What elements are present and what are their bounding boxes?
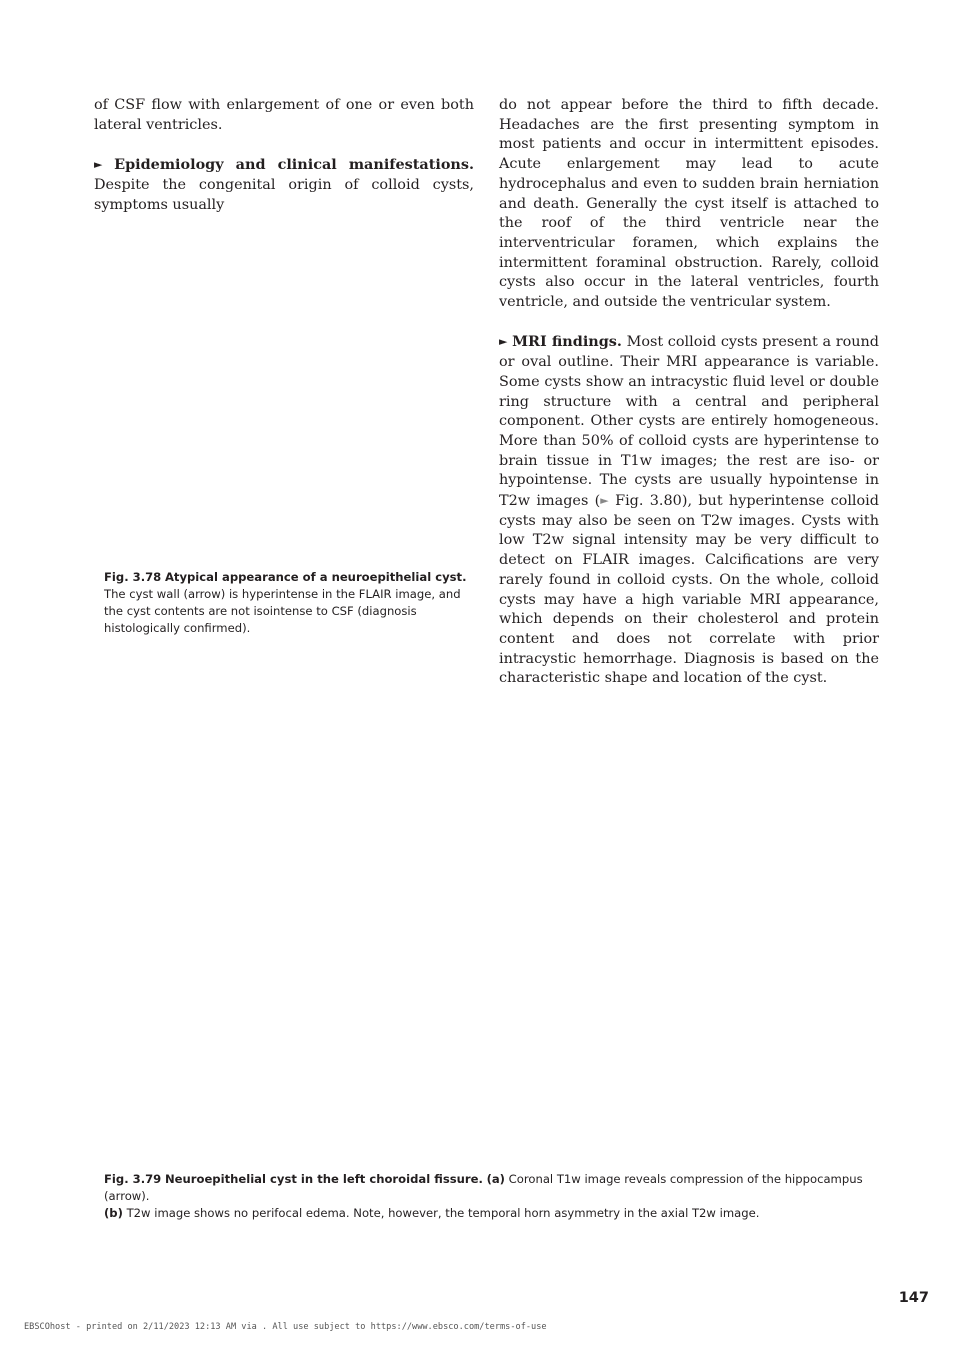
caption-part-a-label: (a) <box>486 1172 505 1186</box>
page-number: 147 <box>898 1290 929 1306</box>
caption-text: The cyst wall (arrow) is hyperintense in the FLAIR image, and the cyst contents are not isointense to CSF (diagnosis histologically confirmed). <box>104 587 461 635</box>
caption-label: Fig. 3.78 <box>104 570 162 584</box>
figure-3-78-image <box>94 200 474 560</box>
right-p1-text: do not appear before the third to fifth decade. Headaches are the first presenting symptom in most patients and occur in intermittent episodes. Acute enlargement may lead to acute hydrocephalus and even to sudden brain herniation and death. Generally the cyst itself is attached to the roof of the third ventricle near the interventricular foramen, which explains the intermittent foraminal obstruction. Rarely, colloid cysts also occur in the lateral ventricles, fourth ventricle, and outside the ventricular system. <box>499 97 879 311</box>
section-heading-mri-findings: MRI findings. <box>512 333 622 351</box>
footer-notice: EBSCOhost - printed on 2/11/2023 12:13 AM via . All use subject to https://www.ebsco.com/terms-of-use <box>24 1322 547 1332</box>
right-column <box>499 96 879 709</box>
left-paragraph-1 <box>94 96 474 135</box>
caption-title: Neuroepithelial cyst in the left choroidal fissure. <box>164 1172 483 1186</box>
caption-label: Fig. 3.79 <box>104 1172 162 1186</box>
triangle-right-icon: ► <box>499 335 508 349</box>
right-paragraph-2 <box>499 332 879 689</box>
right-p2-text-b: ), but hyperintense colloid cysts may also be seen on T2w images. Cysts with low T2w signal intensity may be very difficult to detect on FLAIR images. Calcifications are very rarely found in colloid cysts. On the whole, colloid cysts may have a high variable MRI appearance, which depends on their cholesterol and protein content and does not correlate with prior intracystic hemorrhage. Diagnosis is based on the characteristic shape and location of the cyst. <box>499 493 879 687</box>
figure-3-79-caption <box>104 1171 894 1222</box>
left-p2-text: Despite the congenital origin of colloid cysts, symptoms usually <box>94 176 474 213</box>
left-p1-text: of CSF flow with enlargement of one or even both lateral ventricles. <box>94 97 474 133</box>
triangle-right-icon: ► <box>94 158 103 172</box>
figure-3-78-caption <box>104 569 470 637</box>
caption-part-b-text: T2w image shows no perifocal edema. Note, however, the temporal horn asymmetry in the axial T2w image. <box>126 1206 760 1220</box>
figure-3-79-image <box>94 650 884 1160</box>
caption-part-b-label: (b) <box>104 1206 123 1220</box>
caption-part-a-text: Coronal T1w image reveals compression of the hippocampus (arrow). <box>104 1172 863 1203</box>
right-paragraph-1 <box>499 96 879 313</box>
figure-ref-arrow-icon: ► <box>600 494 609 508</box>
section-heading-epidemiology: Epidemiology and clinical manifestations. <box>114 156 475 174</box>
caption-title: Atypical appearance of a neuroepithelial cyst. <box>164 570 467 584</box>
right-p2-text-a: Most colloid cysts present a round or oval outline. Their MRI appearance is variable. Some cysts show an intracystic fluid level or double ring structure with a central and peripheral component. Other cysts are entirely homogeneous. More than 50% of colloid cysts are hyperintense to brain tissue in T1w images; the rest are iso- or hypointense. The cysts are usually hypointense in T2w images ( <box>499 334 879 510</box>
figure-reference-link[interactable]: Fig. 3.80 <box>615 493 682 510</box>
